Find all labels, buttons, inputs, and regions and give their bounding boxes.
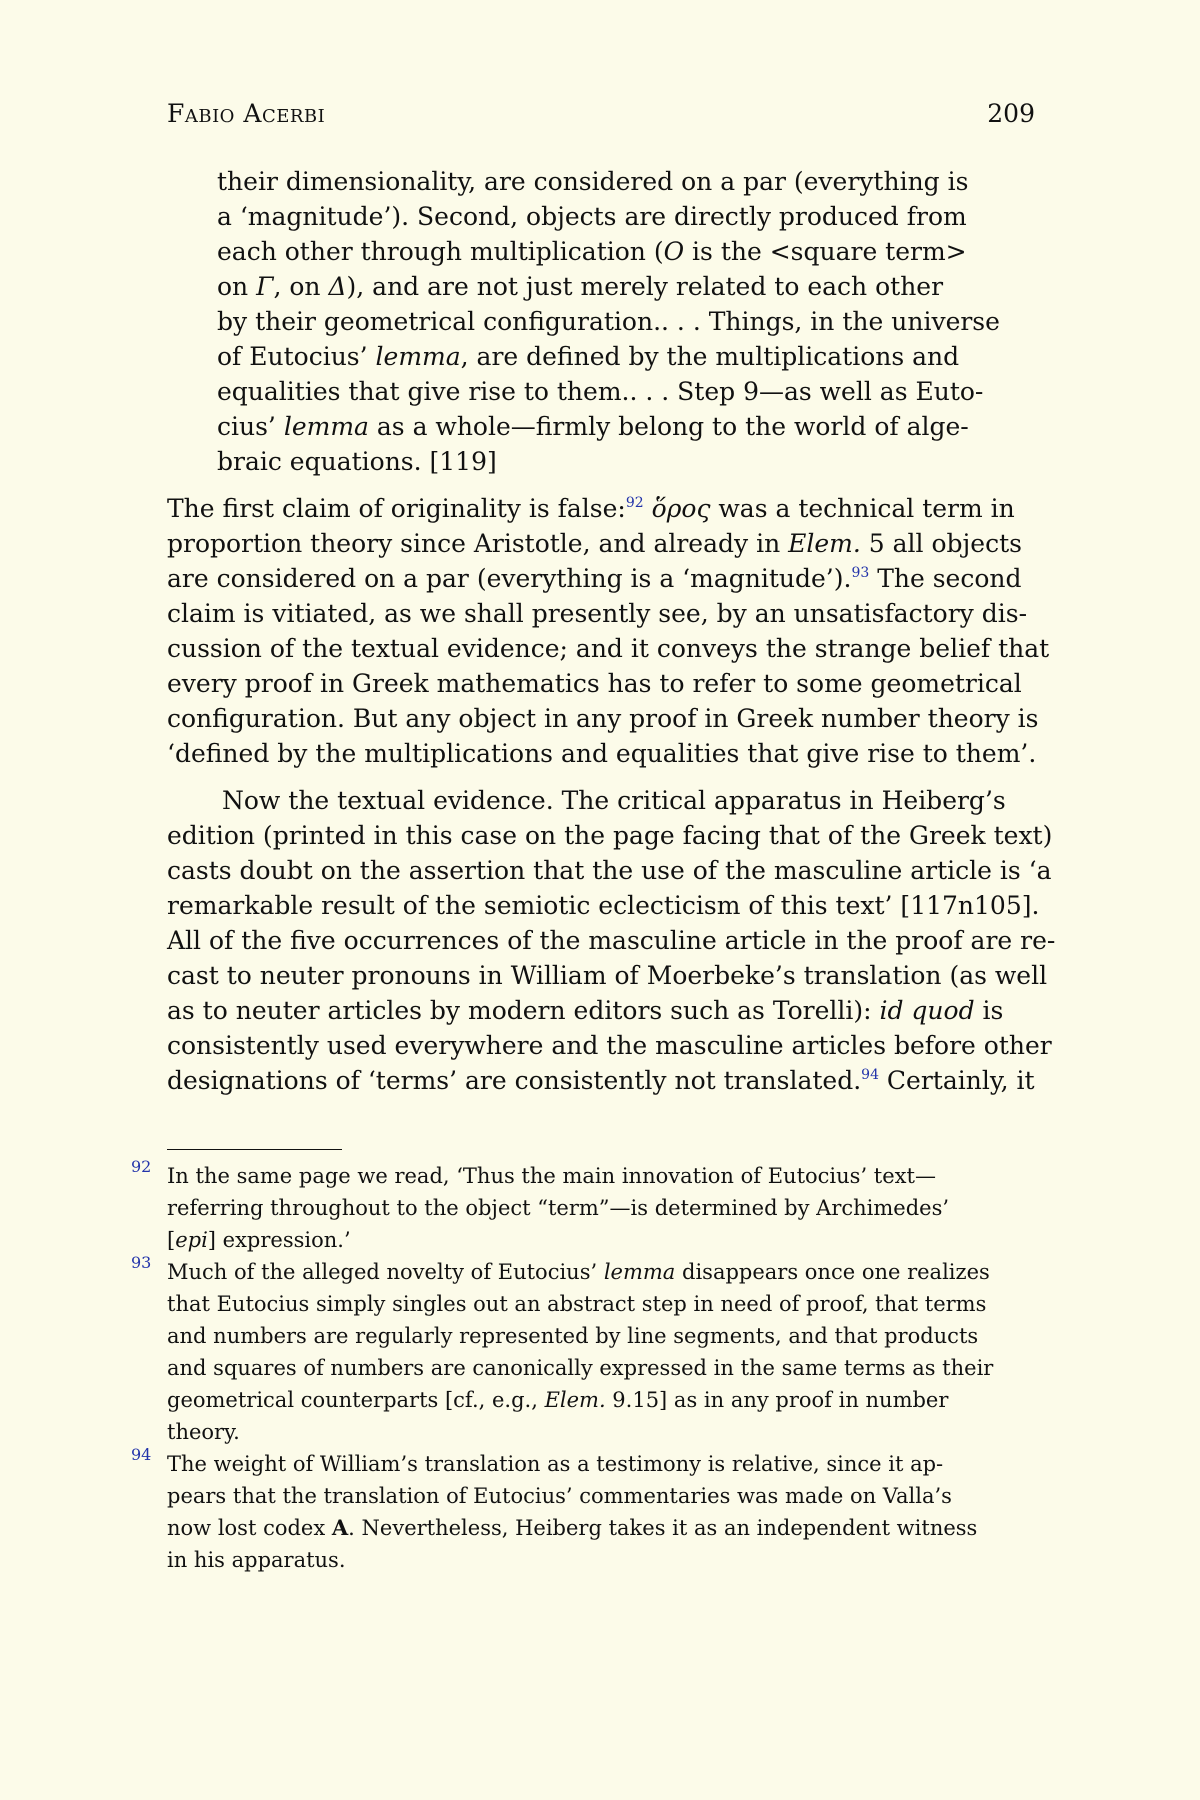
quote-line: their dimensionality, are considered on a par (everything is bbox=[217, 167, 969, 196]
text-line: consistently used everywhere and the masculine articles before other bbox=[167, 1031, 1052, 1060]
quote-line: of Eutocius’ lemma, are defined by the multiplications and bbox=[217, 342, 960, 371]
math-symbol-delta: Δ bbox=[328, 272, 347, 301]
footnote-line: geometrical counterparts [cf., e.g., Elem. 9.15] as in any proof in number bbox=[167, 1388, 949, 1412]
math-symbol-o: O bbox=[663, 237, 685, 266]
text-line: cussion of the textual evidence; and it conveys the strange belief that bbox=[167, 634, 1050, 663]
body-text bbox=[167, 164, 1056, 1110]
footnote-number: 94 bbox=[131, 1445, 152, 1464]
footnotes bbox=[131, 1157, 1035, 1576]
text-line: The first claim of originality is false:$^{92}$ ὅρος was a technical term in bbox=[167, 494, 1015, 523]
footnote-line: theory. bbox=[167, 1420, 240, 1444]
footnote-ref-93[interactable]: 93 bbox=[851, 565, 870, 581]
quote-line: equalities that give rise to them.. . . Step 9—as well as Euto- bbox=[217, 377, 984, 406]
footnote-line: now lost codex A. Nevertheless, Heiberg takes it as an independent witness bbox=[167, 1515, 978, 1540]
footnote-line: pears that the translation of Eutocius’ commentaries was made on Valla’s bbox=[167, 1484, 952, 1508]
quote-line: cius’ lemma as a whole—firmly belong to the world of alge- bbox=[217, 412, 969, 441]
footnote-94 bbox=[131, 1445, 1035, 1576]
footnote-line: In the same page we read, ‘Thus the main innovation of Eutocius’ text— bbox=[167, 1164, 936, 1188]
math-symbol-gamma: Γ bbox=[256, 272, 274, 301]
footnote-line: and squares of numbers are canonically expressed in the same terms as their bbox=[167, 1356, 994, 1380]
quote-line: each other through multiplication (O is the <square term> bbox=[217, 237, 967, 266]
text-line: claim is vitiated, as we shall presently see, by an unsatisfactory dis- bbox=[167, 599, 1028, 628]
quote-line: by their geometrical configuration.. . . Things, in the universe bbox=[217, 307, 1000, 336]
footnote-line: in his apparatus. bbox=[167, 1548, 346, 1572]
text-line: designations of ‘terms’ are consistently not translated.$^{94}$ Certainly, it bbox=[167, 1066, 1035, 1095]
running-head-author: Fabio Acerbi bbox=[167, 99, 326, 128]
quote-line: a ‘magnitude’). Second, objects are directly produced from bbox=[217, 202, 967, 231]
footnote-line: that Eutocius simply singles out an abstract step in need of proof, that terms bbox=[167, 1292, 987, 1316]
text-line: edition (printed in this case on the page facing that of the Greek text) bbox=[167, 821, 1053, 850]
footnote-93 bbox=[131, 1253, 1035, 1448]
text-line: remarkable result of the semiotic eclecticism of this text’ [117n105]. bbox=[167, 891, 1040, 920]
paragraph-1 bbox=[167, 491, 1050, 771]
page-number: 209 bbox=[987, 99, 1035, 128]
footnote-number: 92 bbox=[131, 1157, 152, 1176]
footnote-ref-94[interactable]: 94 bbox=[861, 1067, 879, 1083]
footnote-line: Much of the alleged novelty of Eutocius’ lemma disappears once one realizes bbox=[167, 1260, 990, 1284]
footnote-line: and numbers are regularly represented by line segments, and that products bbox=[167, 1324, 979, 1348]
text-line: configuration. But any object in any proof in Greek number theory is bbox=[167, 704, 1039, 733]
block-quote bbox=[167, 164, 1035, 479]
footnote-number: 93 bbox=[131, 1253, 152, 1272]
text-line: proportion theory since Aristotle, and already in Elem. 5 all objects bbox=[167, 529, 1022, 558]
footnote-rule bbox=[167, 1149, 342, 1150]
footnote-line: referring throughout to the object “term”—is determined by Archimedes’ bbox=[167, 1196, 950, 1220]
text-line: Now the textual evidence. The critical apparatus in Heiberg’s bbox=[222, 786, 1006, 815]
text-line: are considered on a par (everything is a ‘magnitude’).$^{93}$ The second bbox=[167, 564, 1022, 593]
text-line: cast to neuter pronouns in William of Moerbeke’s translation (as well bbox=[167, 961, 1048, 990]
footnote-ref-92[interactable]: 92 bbox=[625, 495, 644, 511]
quote-line: braic equations. [119] bbox=[217, 447, 497, 476]
quote-line: on Γ, on Δ), and are not just merely related to each other bbox=[217, 272, 944, 301]
footnote-92 bbox=[131, 1157, 1035, 1256]
text-line: casts doubt on the assertion that the use of the masculine article is ‘a bbox=[167, 856, 1052, 885]
text-line: ‘defined by the multiplications and equalities that give rise to them’. bbox=[167, 739, 1037, 768]
footnote-line: The weight of William’s translation as a testimony is relative, since it ap- bbox=[167, 1452, 944, 1476]
footnote-line: [epi] expression.’ bbox=[167, 1228, 351, 1252]
text-line: every proof in Greek mathematics has to refer to some geometrical bbox=[167, 669, 1022, 698]
text-line: All of the five occurrences of the masculine article in the proof are re- bbox=[167, 926, 1056, 955]
running-head bbox=[167, 99, 1035, 133]
greek-term: ὅρος bbox=[651, 494, 711, 523]
text-line: as to neuter articles by modern editors such as Torelli): id quod is bbox=[167, 996, 1004, 1025]
page bbox=[131, 0, 1056, 1800]
paragraph-2 bbox=[167, 783, 1056, 1098]
